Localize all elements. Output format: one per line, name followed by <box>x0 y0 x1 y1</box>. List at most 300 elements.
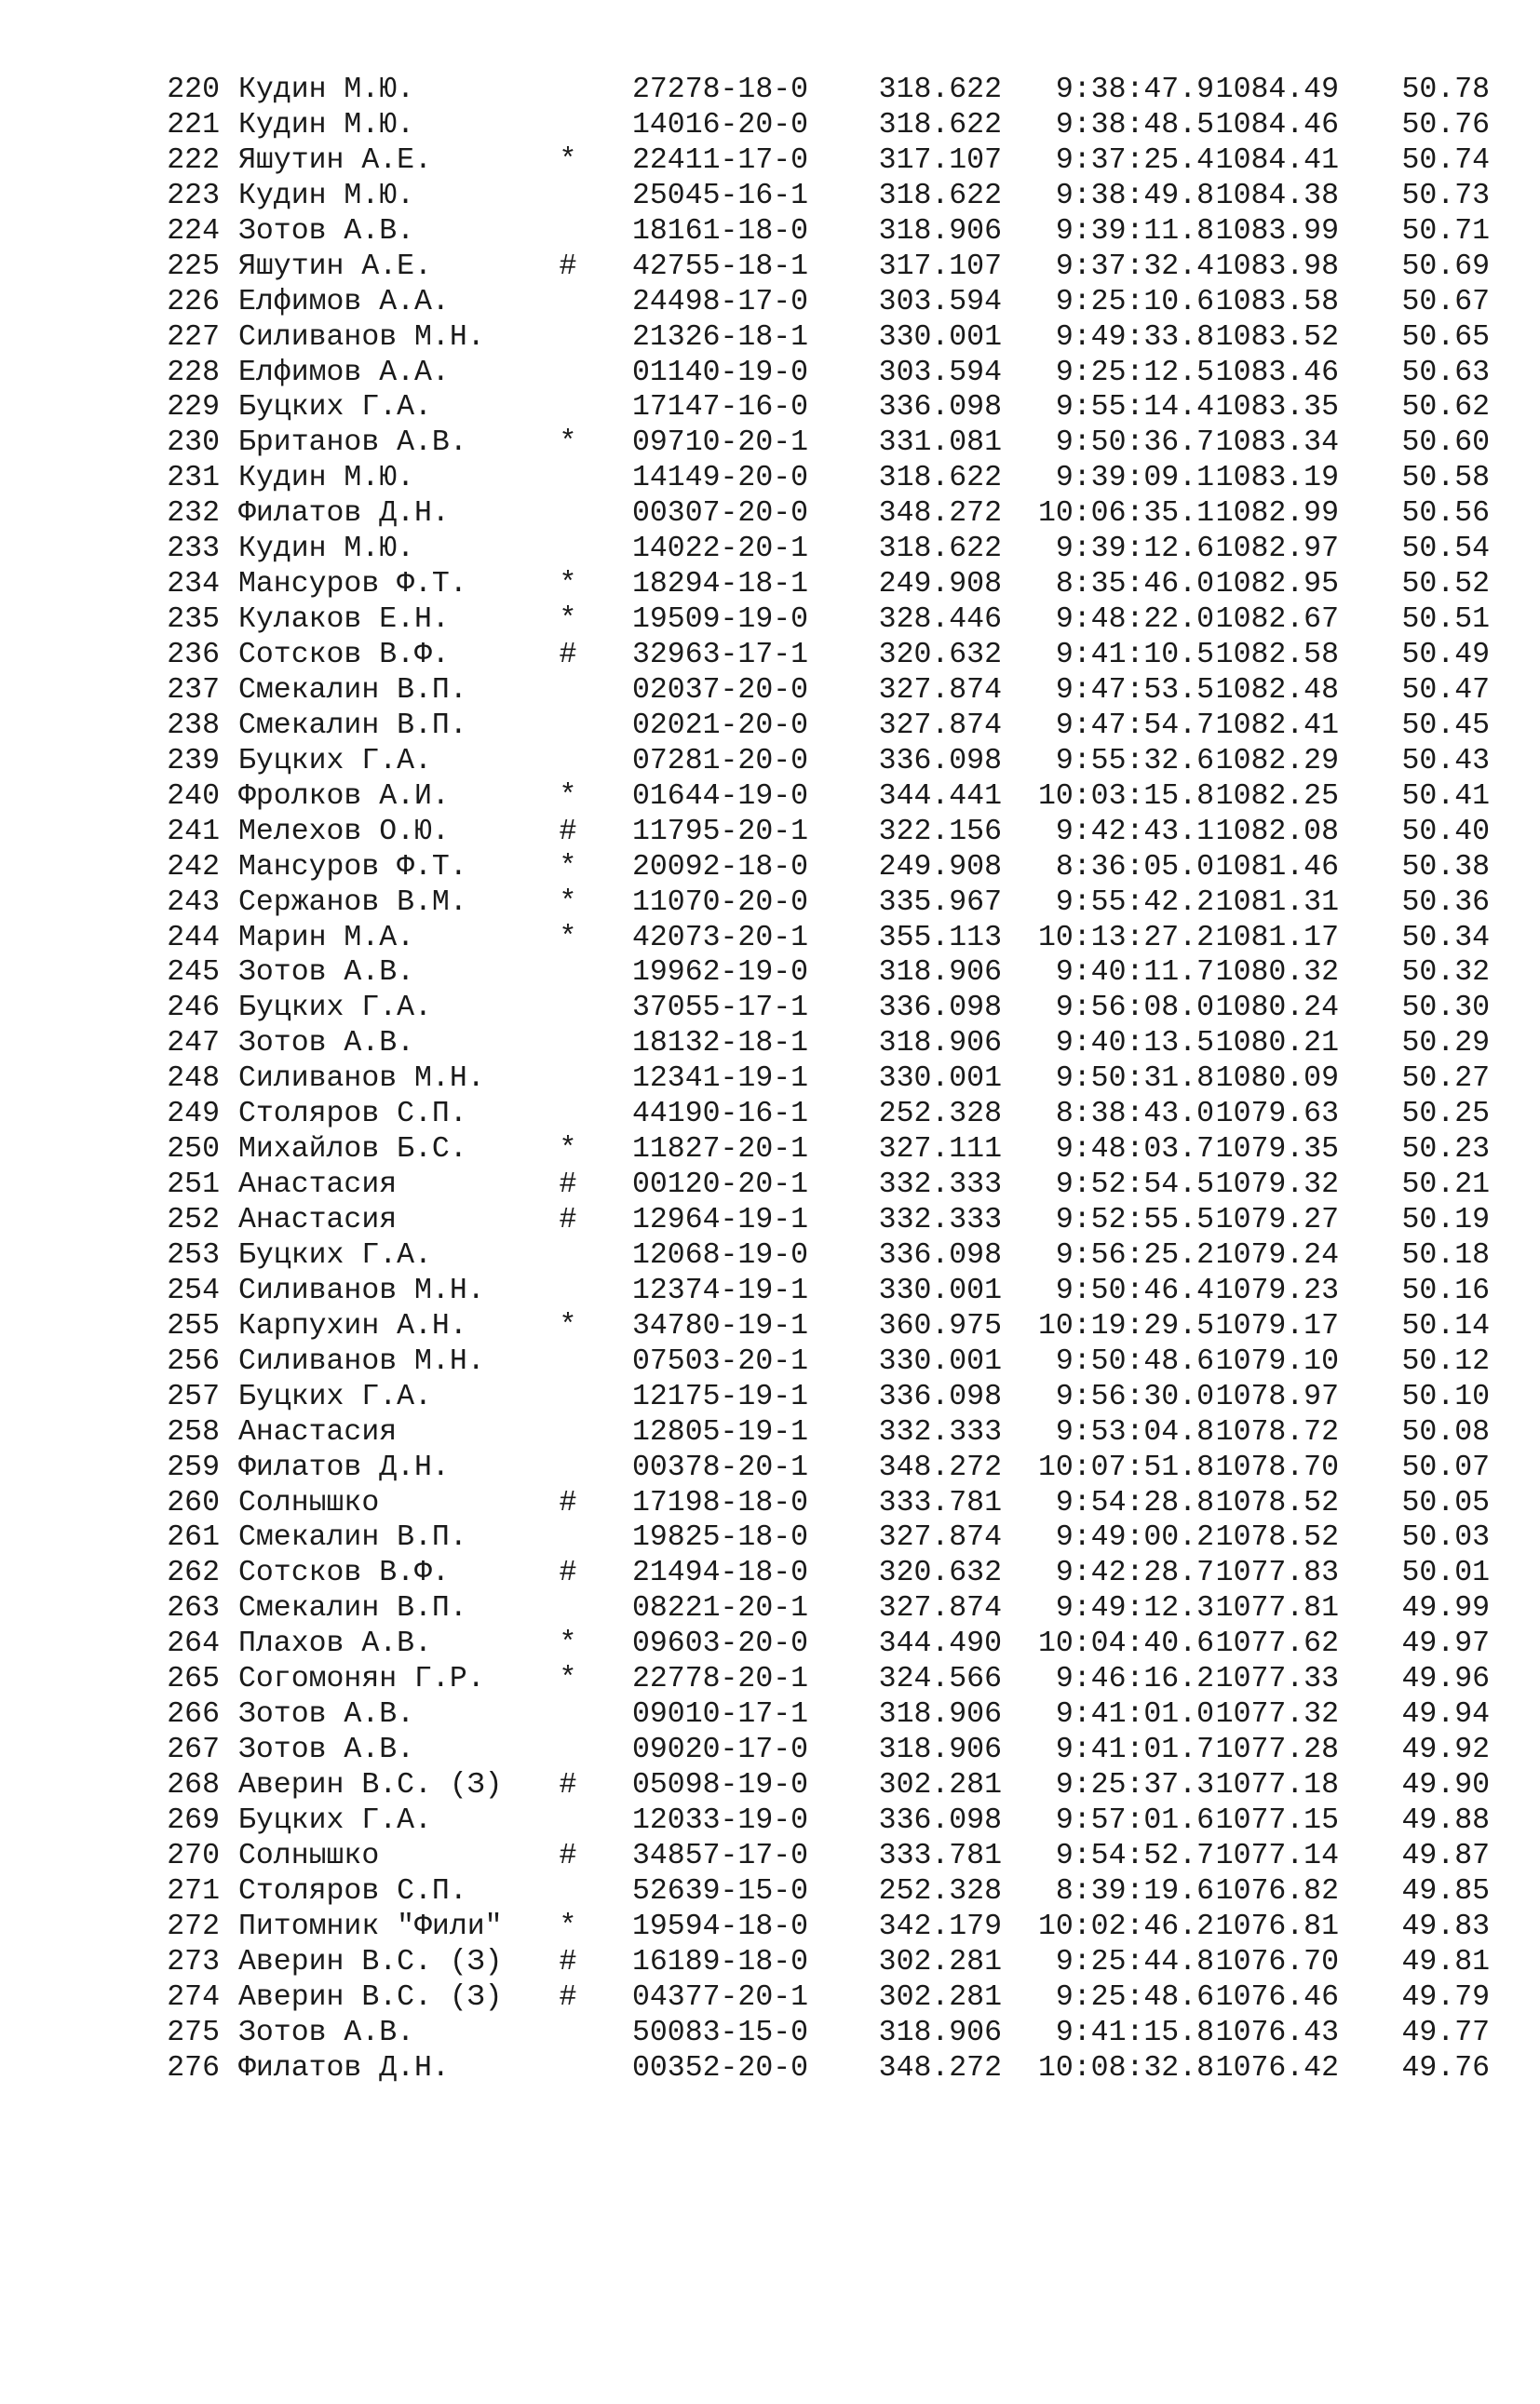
row-mark: * <box>559 1309 577 1343</box>
row-number: 243 <box>167 885 220 919</box>
distance: 330.001 <box>878 1062 1002 1096</box>
score: 50.51 <box>1401 603 1490 637</box>
ring-number: 14022-20-1 <box>632 533 809 566</box>
owner-name: Силиванов М.Н. <box>238 1274 485 1307</box>
table-row <box>164 1451 1490 1486</box>
distance: 318.906 <box>878 956 1002 990</box>
row-number: 222 <box>167 143 220 177</box>
speed: 1082.29 <box>1215 744 1339 777</box>
arrival-time: 9:39:09.1 <box>1055 462 1214 495</box>
table-row <box>164 1486 1490 1521</box>
table-row <box>164 567 1490 602</box>
ring-number: 00378-20-1 <box>632 1451 809 1484</box>
arrival-time: 9:40:13.5 <box>1055 1027 1214 1060</box>
row-number: 271 <box>167 1874 220 1908</box>
ring-number: 09710-20-1 <box>632 426 809 460</box>
owner-name: Елфимов А.А. <box>238 356 450 389</box>
row-mark: * <box>559 568 577 601</box>
owner-name: Буцких Г.А. <box>238 1803 432 1837</box>
arrival-time: 9:41:10.5 <box>1055 639 1214 671</box>
table-row <box>164 1980 1490 2016</box>
distance: 336.098 <box>878 1238 1002 1272</box>
speed: 1083.46 <box>1215 356 1339 389</box>
ring-number: 19825-18-0 <box>632 1521 809 1555</box>
row-mark: # <box>559 815 577 848</box>
row-number: 256 <box>167 1344 220 1378</box>
score: 50.05 <box>1401 1486 1490 1519</box>
speed: 1083.19 <box>1215 462 1339 495</box>
table-row <box>164 1415 1490 1451</box>
ring-number: 11070-20-0 <box>632 885 809 919</box>
owner-name: Буцких Г.А. <box>238 744 432 777</box>
ring-number: 14016-20-0 <box>632 108 809 142</box>
row-mark: # <box>559 1557 577 1590</box>
score: 50.67 <box>1401 285 1490 318</box>
speed: 1080.24 <box>1215 992 1339 1025</box>
row-mark: # <box>559 1769 577 1802</box>
owner-name: Анастасия <box>238 1415 398 1449</box>
speed: 1076.82 <box>1215 1874 1339 1908</box>
owner-name: Силиванов М.Н. <box>238 1062 485 1096</box>
ring-number: 34780-19-1 <box>632 1309 809 1343</box>
row-number: 226 <box>167 285 220 318</box>
row-number: 267 <box>167 1734 220 1767</box>
arrival-time: 9:38:48.5 <box>1055 108 1214 142</box>
table-row <box>164 1380 1490 1415</box>
speed: 1079.24 <box>1215 1238 1339 1272</box>
score: 50.32 <box>1401 956 1490 990</box>
row-number: 235 <box>167 603 220 637</box>
ring-number: 50083-15-0 <box>632 2016 809 2049</box>
arrival-time: 9:38:49.8 <box>1055 179 1214 212</box>
owner-name: Плахов А.В. <box>238 1627 432 1661</box>
ring-number: 01644-19-0 <box>632 779 809 813</box>
table-row <box>164 2016 1490 2051</box>
score: 50.01 <box>1401 1557 1490 1590</box>
table-row <box>164 850 1490 885</box>
distance: 348.272 <box>878 2051 1002 2085</box>
row-number: 250 <box>167 1133 220 1167</box>
owner-name: Анастасия <box>238 1168 398 1202</box>
distance: 327.874 <box>878 1592 1002 1626</box>
score: 49.81 <box>1401 1945 1490 1979</box>
score: 50.30 <box>1401 992 1490 1025</box>
table-row <box>164 1556 1490 1591</box>
row-number: 265 <box>167 1663 220 1696</box>
owner-name: Фролков А.И. <box>238 779 450 813</box>
ring-number: 12964-19-1 <box>632 1204 809 1236</box>
row-mark: * <box>559 921 577 954</box>
row-mark: * <box>559 426 577 460</box>
table-row <box>164 1274 1490 1309</box>
ring-number: 11795-20-1 <box>632 815 809 848</box>
table-row <box>164 1945 1490 1980</box>
ring-number: 22411-17-0 <box>632 143 809 177</box>
score: 50.12 <box>1401 1344 1490 1378</box>
speed: 1083.34 <box>1215 426 1339 460</box>
arrival-time: 9:53:04.8 <box>1055 1415 1214 1449</box>
row-number: 248 <box>167 1062 220 1096</box>
score: 49.94 <box>1401 1698 1490 1732</box>
ring-number: 14149-20-0 <box>632 462 809 495</box>
row-number: 224 <box>167 214 220 248</box>
owner-name: Солнышко <box>238 1486 380 1519</box>
row-number: 259 <box>167 1451 220 1484</box>
arrival-time: 9:25:48.6 <box>1055 1980 1214 2014</box>
arrival-time: 10:13:27.2 <box>1037 921 1214 954</box>
row-mark: # <box>559 1980 577 2014</box>
speed: 1078.97 <box>1215 1380 1339 1413</box>
row-number: 249 <box>167 1098 220 1131</box>
score: 49.87 <box>1401 1839 1490 1872</box>
speed: 1081.46 <box>1215 850 1339 884</box>
table-row <box>164 779 1490 815</box>
owner-name: Смекалин В.П. <box>238 1592 467 1626</box>
speed: 1084.38 <box>1215 179 1339 212</box>
arrival-time: 9:55:42.2 <box>1055 885 1214 919</box>
distance: 333.781 <box>878 1839 1002 1872</box>
distance: 336.098 <box>878 1380 1002 1413</box>
distance: 327.111 <box>878 1133 1002 1167</box>
table-row <box>164 921 1490 956</box>
speed: 1082.95 <box>1215 568 1339 601</box>
owner-name: Силиванов М.Н. <box>238 1344 485 1378</box>
owner-name: Зотов А.В. <box>238 956 415 990</box>
distance: 303.594 <box>878 285 1002 318</box>
arrival-time: 9:56:08.0 <box>1055 992 1214 1025</box>
distance: 327.874 <box>878 673 1002 707</box>
owner-name: Питомник "Фили" <box>238 1910 503 1943</box>
score: 50.74 <box>1401 143 1490 177</box>
row-number: 220 <box>167 74 220 106</box>
speed: 1084.46 <box>1215 108 1339 142</box>
arrival-time: 9:55:14.4 <box>1055 391 1214 425</box>
distance: 336.098 <box>878 992 1002 1025</box>
owner-name: Елфимов А.А. <box>238 285 450 318</box>
arrival-time: 9:48:22.0 <box>1055 603 1214 637</box>
table-row <box>164 955 1490 991</box>
speed: 1083.52 <box>1215 320 1339 354</box>
row-mark: * <box>559 779 577 813</box>
ring-number: 20092-18-0 <box>632 850 809 884</box>
arrival-time: 9:46:16.2 <box>1055 1663 1214 1696</box>
distance: 336.098 <box>878 744 1002 777</box>
speed: 1082.08 <box>1215 815 1339 848</box>
results-table <box>164 73 1490 2086</box>
row-number: 262 <box>167 1557 220 1590</box>
distance: 324.566 <box>878 1663 1002 1696</box>
speed: 1083.35 <box>1215 391 1339 425</box>
ring-number: 12175-19-1 <box>632 1380 809 1413</box>
owner-name: Яшутин А.Е. <box>238 250 432 283</box>
owner-name: Кудин М.Ю. <box>238 108 415 142</box>
owner-name: Филатов Д.Н. <box>238 497 450 531</box>
owner-name: Силиванов М.Н. <box>238 320 485 354</box>
distance: 318.622 <box>878 179 1002 212</box>
table-row <box>164 602 1490 638</box>
speed: 1082.41 <box>1215 709 1339 742</box>
table-row <box>164 1910 1490 1945</box>
row-number: 270 <box>167 1839 220 1872</box>
speed: 1081.17 <box>1215 921 1339 954</box>
row-number: 251 <box>167 1168 220 1202</box>
row-number: 223 <box>167 179 220 212</box>
row-mark: # <box>559 1168 577 1202</box>
row-number: 247 <box>167 1027 220 1060</box>
score: 50.36 <box>1401 885 1490 919</box>
score: 50.27 <box>1401 1062 1490 1096</box>
score: 50.07 <box>1401 1451 1490 1484</box>
arrival-time: 9:49:00.2 <box>1055 1521 1214 1555</box>
ring-number: 12805-19-1 <box>632 1415 809 1449</box>
row-number: 275 <box>167 2016 220 2049</box>
distance: 252.328 <box>878 1874 1002 1908</box>
table-row <box>164 885 1490 921</box>
table-row <box>164 1026 1490 1061</box>
distance: 336.098 <box>878 391 1002 425</box>
score: 50.76 <box>1401 108 1490 142</box>
owner-name: Столяров С.П. <box>238 1874 467 1908</box>
row-mark: * <box>559 1910 577 1943</box>
row-mark: # <box>559 1839 577 1872</box>
speed: 1078.52 <box>1215 1486 1339 1519</box>
distance: 302.281 <box>878 1769 1002 1802</box>
owner-name: Зотов А.В. <box>238 1734 415 1767</box>
arrival-time: 9:49:33.8 <box>1055 320 1214 354</box>
speed: 1077.15 <box>1215 1803 1339 1837</box>
speed: 1077.28 <box>1215 1734 1339 1767</box>
distance: 332.333 <box>878 1168 1002 1202</box>
row-mark: # <box>559 1204 577 1236</box>
ring-number: 42755-18-1 <box>632 250 809 283</box>
row-number: 240 <box>167 779 220 813</box>
ring-number: 19509-19-0 <box>632 603 809 637</box>
row-mark: * <box>559 885 577 919</box>
arrival-time: 9:41:15.8 <box>1055 2016 1214 2049</box>
score: 50.71 <box>1401 214 1490 248</box>
ring-number: 07503-20-1 <box>632 1344 809 1378</box>
row-mark: # <box>559 1945 577 1979</box>
speed: 1077.62 <box>1215 1627 1339 1661</box>
row-number: 258 <box>167 1415 220 1449</box>
table-row <box>164 1874 1490 1910</box>
table-row <box>164 2051 1490 2087</box>
row-number: 232 <box>167 497 220 531</box>
distance: 332.333 <box>878 1204 1002 1236</box>
owner-name: Британов А.В. <box>238 426 467 460</box>
owner-name: Буцких Г.А. <box>238 1380 432 1413</box>
speed: 1076.43 <box>1215 2016 1339 2049</box>
row-mark: * <box>559 1133 577 1167</box>
distance: 318.906 <box>878 1734 1002 1767</box>
arrival-time: 9:56:30.0 <box>1055 1380 1214 1413</box>
arrival-time: 9:56:25.2 <box>1055 1238 1214 1272</box>
distance: 355.113 <box>878 921 1002 954</box>
owner-name: Согомонян Г.Р. <box>238 1663 485 1696</box>
row-number: 244 <box>167 921 220 954</box>
distance: 318.622 <box>878 533 1002 566</box>
distance: 249.908 <box>878 568 1002 601</box>
score: 50.52 <box>1401 568 1490 601</box>
row-mark: # <box>559 1486 577 1519</box>
ring-number: 12068-19-0 <box>632 1238 809 1272</box>
distance: 327.874 <box>878 1521 1002 1555</box>
score: 50.19 <box>1401 1204 1490 1236</box>
row-mark: * <box>559 1663 577 1696</box>
ring-number: 42073-20-1 <box>632 921 809 954</box>
table-row <box>164 1520 1490 1556</box>
owner-name: Зотов А.В. <box>238 1027 415 1060</box>
row-number: 268 <box>167 1769 220 1802</box>
score: 50.69 <box>1401 250 1490 283</box>
table-row <box>164 532 1490 567</box>
score: 50.23 <box>1401 1133 1490 1167</box>
owner-name: Столяров С.П. <box>238 1098 467 1131</box>
arrival-time: 9:25:10.6 <box>1055 285 1214 318</box>
row-number: 274 <box>167 1980 220 2014</box>
row-number: 263 <box>167 1592 220 1626</box>
distance: 317.107 <box>878 250 1002 283</box>
table-row <box>164 638 1490 673</box>
arrival-time: 8:35:46.0 <box>1055 568 1214 601</box>
table-row <box>164 425 1490 461</box>
owner-name: Сотсков В.Ф. <box>238 1557 450 1590</box>
arrival-time: 9:55:32.6 <box>1055 744 1214 777</box>
score: 50.43 <box>1401 744 1490 777</box>
arrival-time: 9:52:54.5 <box>1055 1168 1214 1202</box>
distance: 320.632 <box>878 1557 1002 1590</box>
row-number: 261 <box>167 1521 220 1555</box>
speed: 1082.48 <box>1215 673 1339 707</box>
arrival-time: 9:47:53.5 <box>1055 673 1214 707</box>
row-number: 221 <box>167 108 220 142</box>
arrival-time: 9:39:11.8 <box>1055 214 1214 248</box>
speed: 1077.81 <box>1215 1592 1339 1626</box>
score: 49.83 <box>1401 1910 1490 1943</box>
score: 49.85 <box>1401 1874 1490 1908</box>
speed: 1077.14 <box>1215 1839 1339 1872</box>
table-row <box>164 673 1490 709</box>
score: 50.34 <box>1401 921 1490 954</box>
row-number: 269 <box>167 1803 220 1837</box>
table-row <box>164 744 1490 779</box>
score: 50.78 <box>1401 74 1490 106</box>
arrival-time: 10:19:29.5 <box>1037 1309 1214 1343</box>
arrival-time: 9:49:12.3 <box>1055 1592 1214 1626</box>
score: 49.97 <box>1401 1627 1490 1661</box>
row-number: 264 <box>167 1627 220 1661</box>
ring-number: 12341-19-1 <box>632 1062 809 1096</box>
table-row <box>164 214 1490 250</box>
distance: 336.098 <box>878 1803 1002 1837</box>
arrival-time: 9:37:32.4 <box>1055 250 1214 283</box>
arrival-time: 9:41:01.7 <box>1055 1734 1214 1767</box>
ring-number: 18132-18-1 <box>632 1027 809 1060</box>
table-row <box>164 1344 1490 1380</box>
ring-number: 00352-20-0 <box>632 2051 809 2085</box>
row-number: 231 <box>167 462 220 495</box>
table-row <box>164 815 1490 850</box>
ring-number: 02021-20-0 <box>632 709 809 742</box>
table-row <box>164 108 1490 143</box>
arrival-time: 9:52:55.5 <box>1055 1204 1214 1236</box>
ring-number: 11827-20-1 <box>632 1133 809 1167</box>
row-number: 245 <box>167 956 220 990</box>
table-row <box>164 1662 1490 1697</box>
score: 50.56 <box>1401 497 1490 531</box>
arrival-time: 9:25:12.5 <box>1055 356 1214 389</box>
ring-number: 19962-19-0 <box>632 956 809 990</box>
score: 50.40 <box>1401 815 1490 848</box>
row-number: 233 <box>167 533 220 566</box>
row-number: 236 <box>167 639 220 671</box>
arrival-time: 9:25:37.3 <box>1055 1769 1214 1802</box>
row-number: 266 <box>167 1698 220 1732</box>
arrival-time: 9:40:11.7 <box>1055 956 1214 990</box>
owner-name: Аверин В.С. (З) <box>238 1945 503 1979</box>
ring-number: 09603-20-0 <box>632 1627 809 1661</box>
distance: 328.446 <box>878 603 1002 637</box>
ring-number: 18294-18-1 <box>632 568 809 601</box>
table-row <box>164 285 1490 320</box>
owner-name: Карпухин А.Н. <box>238 1309 467 1343</box>
score: 50.10 <box>1401 1380 1490 1413</box>
speed: 1082.58 <box>1215 639 1339 671</box>
distance: 318.906 <box>878 2016 1002 2049</box>
score: 50.45 <box>1401 709 1490 742</box>
ring-number: 00307-20-0 <box>632 497 809 531</box>
distance: 318.906 <box>878 214 1002 248</box>
arrival-time: 9:48:03.7 <box>1055 1133 1214 1167</box>
row-number: 272 <box>167 1910 220 1943</box>
row-number: 234 <box>167 568 220 601</box>
arrival-time: 10:02:46.2 <box>1037 1910 1214 1943</box>
owner-name: Кудин М.Ю. <box>238 533 415 566</box>
arrival-time: 10:07:51.8 <box>1037 1451 1214 1484</box>
ring-number: 32963-17-1 <box>632 639 809 671</box>
distance: 327.874 <box>878 709 1002 742</box>
arrival-time: 9:42:28.7 <box>1055 1557 1214 1590</box>
row-number: 229 <box>167 391 220 425</box>
arrival-time: 9:54:52.7 <box>1055 1839 1214 1872</box>
row-number: 260 <box>167 1486 220 1519</box>
ring-number: 09020-17-0 <box>632 1734 809 1767</box>
score: 50.03 <box>1401 1521 1490 1555</box>
score: 50.18 <box>1401 1238 1490 1272</box>
speed: 1076.81 <box>1215 1910 1339 1943</box>
arrival-time: 9:50:36.7 <box>1055 426 1214 460</box>
owner-name: Марин М.А. <box>238 921 415 954</box>
owner-name: Кулаков Е.Н. <box>238 603 450 637</box>
table-row <box>164 320 1490 356</box>
distance: 333.781 <box>878 1486 1002 1519</box>
score: 50.29 <box>1401 1027 1490 1060</box>
row-number: 225 <box>167 250 220 283</box>
ring-number: 12374-19-1 <box>632 1274 809 1307</box>
arrival-time: 9:42:43.1 <box>1055 815 1214 848</box>
row-mark: * <box>559 603 577 637</box>
row-number: 227 <box>167 320 220 354</box>
speed: 1083.58 <box>1215 285 1339 318</box>
table-row <box>164 1309 1490 1344</box>
arrival-time: 10:08:32.8 <box>1037 2051 1214 2085</box>
table-row <box>164 1733 1490 1768</box>
distance: 344.490 <box>878 1627 1002 1661</box>
distance: 318.622 <box>878 74 1002 106</box>
distance: 318.906 <box>878 1027 1002 1060</box>
ring-number: 01140-19-0 <box>632 356 809 389</box>
distance: 330.001 <box>878 1344 1002 1378</box>
